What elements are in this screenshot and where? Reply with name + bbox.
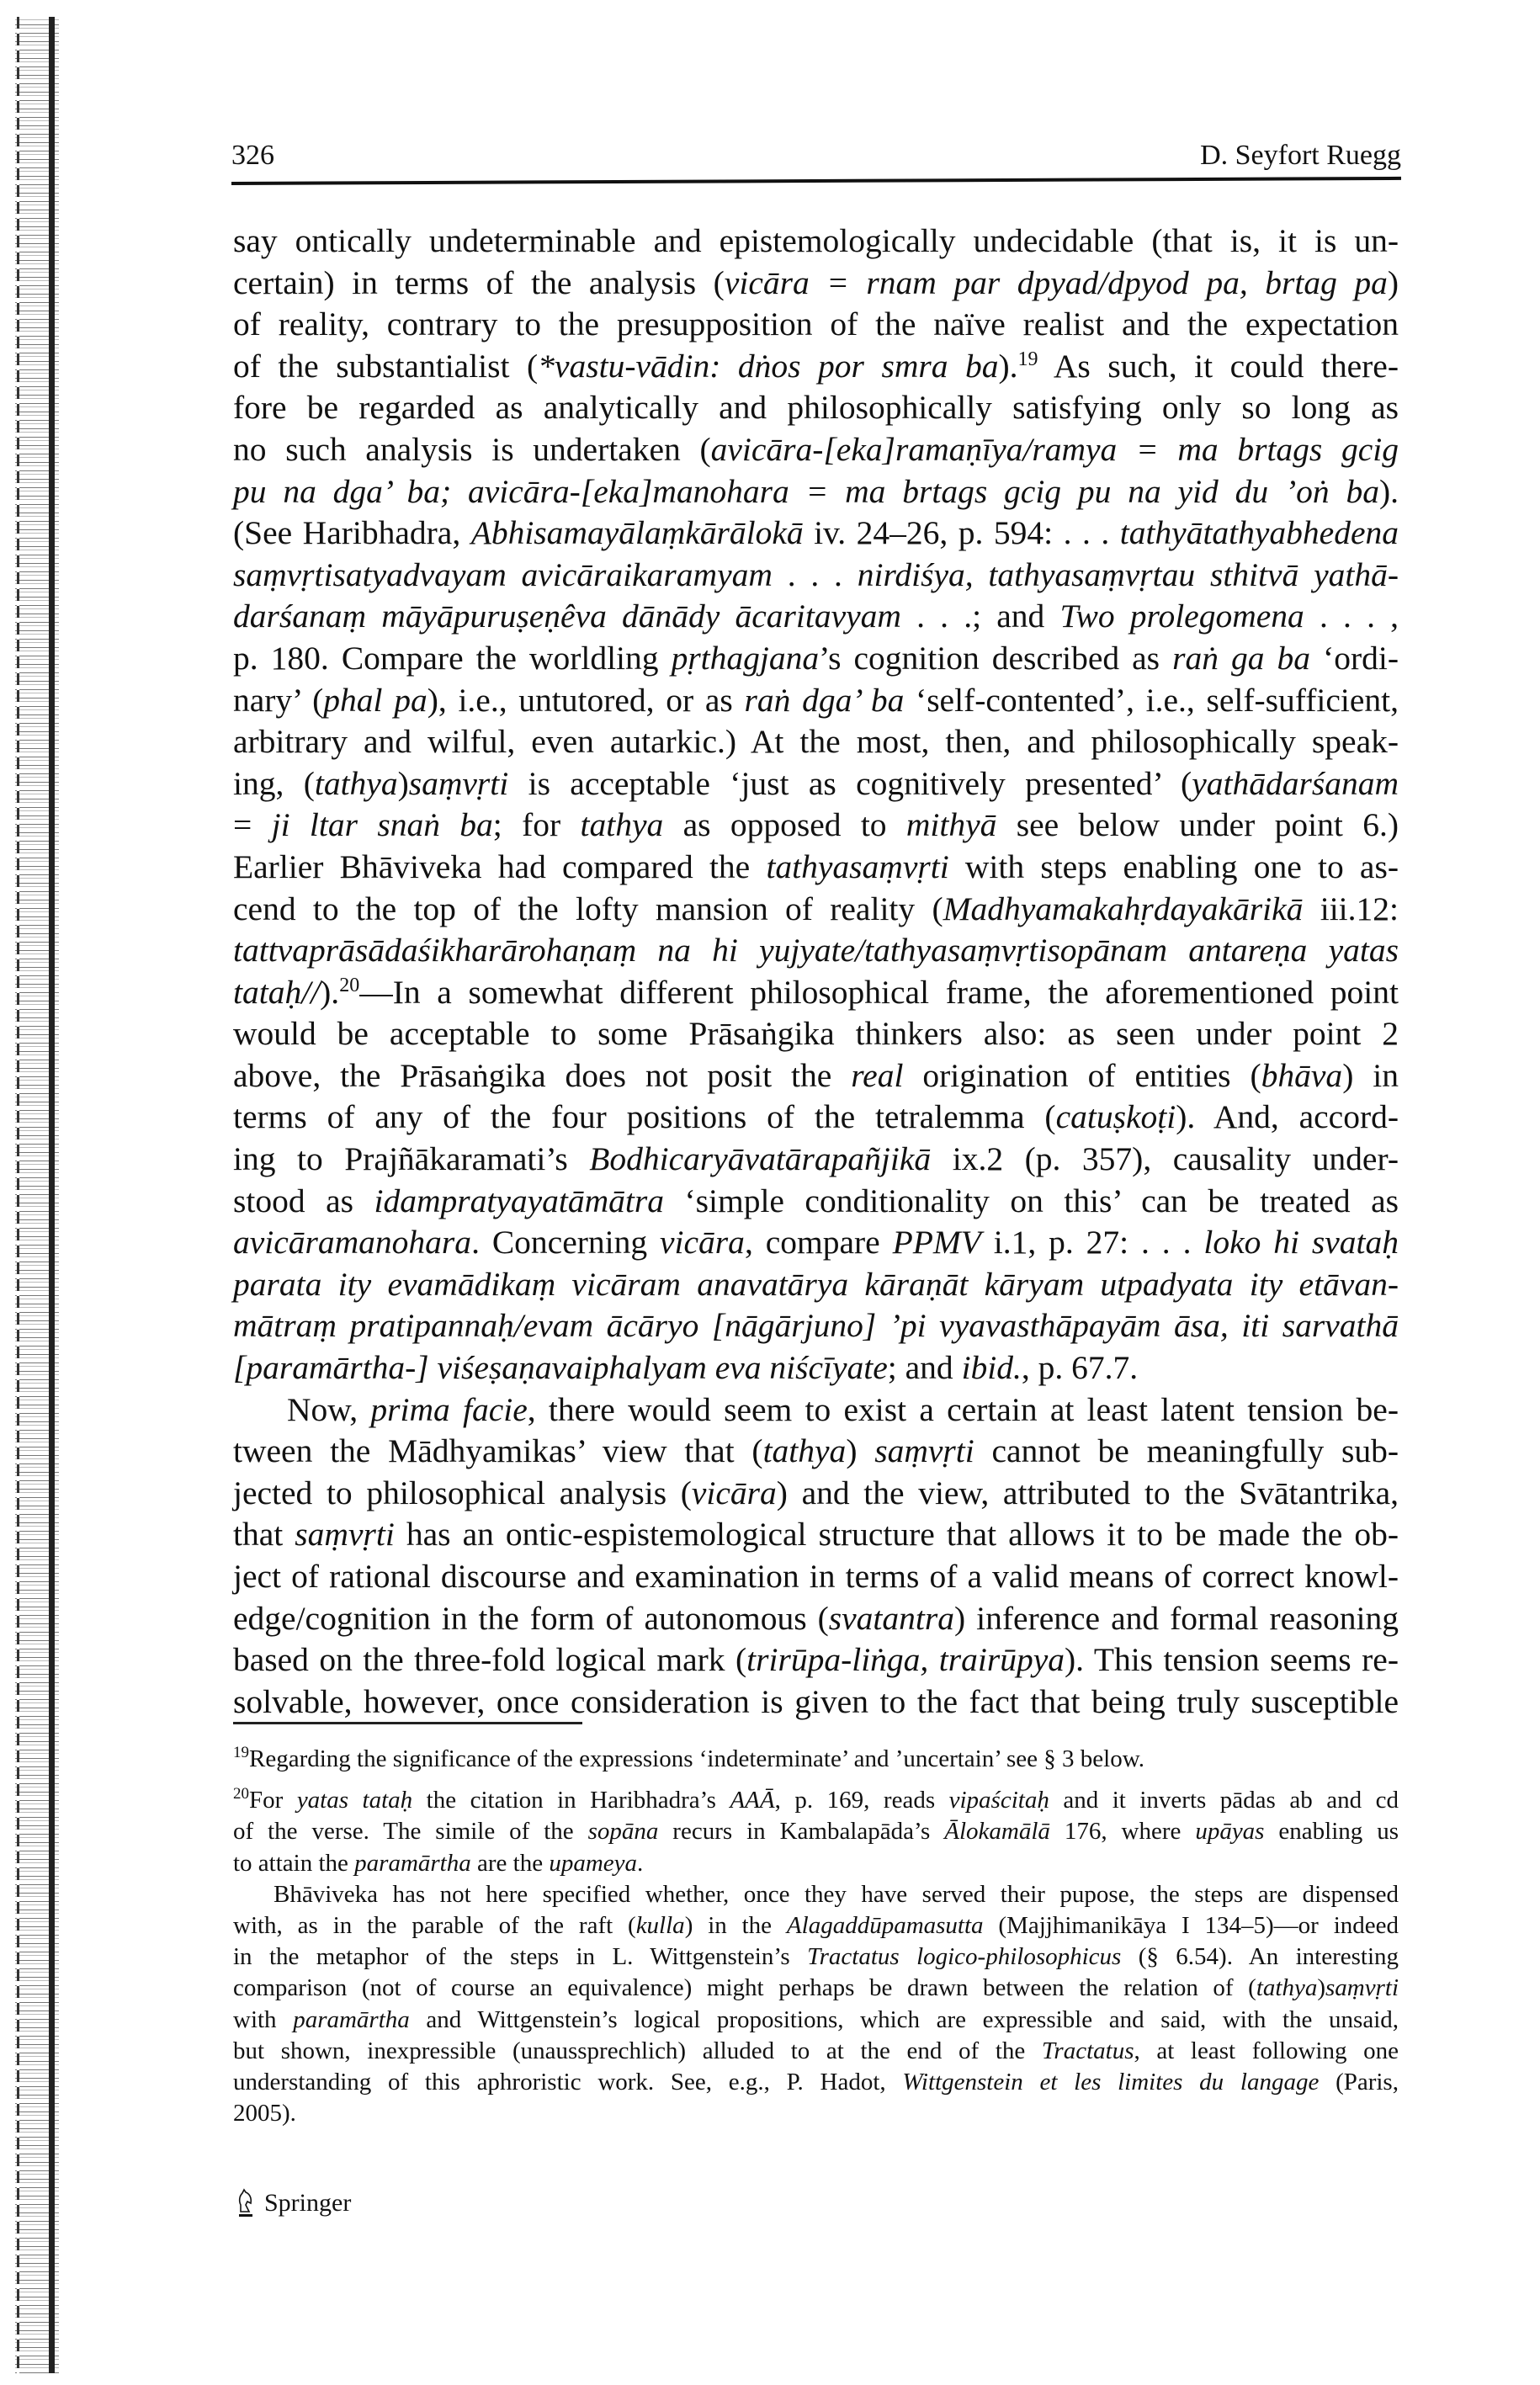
text-run: ) [1317,1974,1325,2002]
text-run: For [249,1787,297,1814]
text-line [233,1139,1399,1181]
text-run: , p. 169, reads [774,1787,949,1814]
italic-term: upameya [549,1849,638,1877]
italic-term: Two prolegomena [1059,598,1304,635]
italic-term: saṃvṛti [1325,1974,1399,2002]
text-run: ), i.e., untutored, or as [427,681,745,719]
text-line [233,1347,1399,1389]
text-run: ). And, accord- [1176,1098,1399,1136]
text-run: , compare [744,1224,893,1262]
italic-term: raṅ ga ba [1172,639,1311,677]
text-run: ) and the view, attributed to the Svātantrika, [776,1474,1399,1511]
italic-term: *vastu-vādin: dṅos por smra ba [538,347,999,385]
text-run: , there would seem to exist a certain at least latent tension be- [527,1390,1399,1428]
italic-term: [paramārtha-] viśeṣaṇavaiphalyam eva niścīyate [233,1349,888,1387]
text-run: with [233,2005,294,2033]
text-run: arbitrary and wilful, even autarkic.) At the most, then, and philosophically speak- [233,723,1399,761]
text-line [233,387,1399,429]
footnote-ref: 20 [339,974,360,996]
text-line [233,263,1399,305]
text-run: comparison (not of course an equivalence) might perhaps be drawn between the relation of ( [233,1974,1256,2002]
italic-term: saṃvṛti [295,1516,395,1554]
text-line [233,763,1399,805]
italic-term: Wittgenstein et les limites du langage [902,2068,1320,2096]
text-run: of reality, contrary to the presupposition of the naïve realist and the expectation [233,305,1399,343]
text-run: in the metaphor of the steps in L. Wittgenstein’s [233,1943,808,1971]
text-run: ) [1387,263,1399,301]
text-run: understanding of this aphroristic work. See, e.g., P. Hadot, [233,2068,903,2096]
footnote-line [233,1973,1399,2004]
italic-term: Alagaddūpamasutta [786,1911,984,1939]
italic-term: vicāra [660,1224,745,1262]
footnote-line [233,1879,1399,1910]
scan-binding-margin [15,17,59,2373]
italic-term: pṛthagjana [671,639,820,677]
italic-term: kulla [635,1911,685,1939]
text-run: certain) in terms of the analysis ( [233,263,725,301]
text-run: as opposed to [663,806,906,844]
text-line [233,346,1399,388]
text-run: 2005). [233,2100,296,2127]
text-run: see below under point 6.) [996,806,1399,844]
italic-term: phal pa [323,681,427,719]
main-text [233,220,1399,1723]
italic-term: Abhisamayālaṃkārālokā [470,514,804,552]
italic-term: ibid. [961,1349,1022,1387]
text-run: ). [1378,472,1399,510]
text-line [233,1305,1399,1347]
text-line [233,847,1399,889]
text-run: = [233,806,272,844]
italic-term: avicāramanohara [233,1224,472,1262]
text-run: ’s cognition described as [819,639,1173,677]
text-run: ; for [492,806,581,844]
text-line [233,805,1399,847]
footnote-line [233,1816,1399,1847]
text-run: is acceptable ‘just as cognitively presented’ ( [508,764,1192,802]
text-run: Now, [287,1390,371,1428]
italic-term: ji ltar snaṅ ba [271,806,493,844]
italic-term: sopāna [587,1818,659,1846]
footnote-line [233,2036,1399,2067]
text-line [233,1681,1399,1724]
footnote-ref: 19 [233,1744,249,1761]
italic-term: Madhyamakahṛdayakārikā [943,890,1304,927]
text-line [233,889,1399,931]
footnote-line [233,1941,1399,1973]
italic-term: tathyasaṃvṛti [766,847,949,885]
text-run: say ontically undeterminable and epistemologically undecidable (that is, it is un- [233,222,1399,259]
text-run: fore be regarded as analytically and philosophically satisfying only so long as [233,389,1399,427]
italic-term: saṃvṛti [408,764,509,802]
text-run: (Paris, [1319,2068,1399,2096]
text-run: terms of any of the four positions of the tetralemma ( [233,1098,1056,1136]
text-run: , at least following one [1134,2037,1399,2064]
footnote-ref: 20 [233,1785,249,1803]
text-line [233,1431,1399,1473]
text-run: that [233,1516,295,1554]
footnote-ref: 19 [1017,348,1038,370]
text-run: As such, it could there- [1038,347,1399,385]
text-run: (Majjhimanikāya I 134–5)—or indeed [983,1911,1399,1939]
italic-term: tathya [762,1432,847,1470]
text-line [233,513,1399,555]
text-run: of the verse. The simile of the [233,1818,588,1846]
running-head [231,133,1401,172]
text-line [233,1389,1399,1432]
text-run: ) in [1342,1056,1399,1094]
text-run: recurs in Kambalapāda’s [658,1818,945,1846]
text-run: Regarding the significance of the expressions ‘indeterminate’ and ’uncertain’ see § 3 below. [249,1745,1145,1772]
text-run: —In a somewhat different philosophical frame, the aforementioned point [359,973,1399,1011]
text-run: ing to Prajñākaramati’s [233,1140,590,1178]
text-run: ) [846,1432,875,1470]
text-run: jected to philosophical analysis ( [233,1474,692,1511]
italic-term: tathya [314,764,398,802]
text-run: p. 180. Compare the worldling [233,639,672,677]
text-run: based on the three-fold logical mark ( [233,1641,747,1679]
text-run: and it inverts pādas ab and cd [1049,1787,1399,1814]
italic-term: PPMV [892,1224,981,1262]
footnote-rule [233,1722,582,1724]
text-line [233,220,1399,263]
text-run: (See Haribhadra, [233,514,471,552]
italic-term: idampratyayatāmātra [374,1182,664,1219]
running-head-author: D. Seyfort Ruegg [1200,140,1401,171]
text-run: , p. 67.7. [1021,1349,1139,1387]
text-run: origination of entities ( [903,1056,1261,1094]
text-run: edge/cognition in the form of autonomous ( [233,1599,829,1637]
text-run: nary’ ( [233,681,324,719]
italic-term: saṃvṛti [874,1432,974,1470]
italic-term: mātraṃ pratipannaḥ/evam ācāryo [nāgārjuno] ’pi vyavasthāpayām āsa, iti sarvathā [233,1307,1399,1345]
text-run: with steps enabling one to as- [948,847,1399,885]
italic-term: tathya [580,806,664,844]
text-run: and Wittgenstein’s logical propositions, which are expressible and said, with the unsaid, [409,2005,1399,2033]
text-run: of the substantialist ( [233,347,539,385]
footnote-line [233,1785,1399,1816]
italic-term: real [851,1056,904,1094]
text-line [233,596,1399,638]
text-line [233,680,1399,722]
italic-term: tataḥ// [233,973,321,1011]
footnote-line [233,2005,1399,2036]
page-number: 326 [231,140,274,171]
text-run: iii.12: [1303,890,1399,927]
italic-term: saṃvṛtisatyadvayam avicāraikaramyam [233,555,773,593]
text-run: ject of rational discourse and examination in terms of a valid means of correct knowl- [233,1558,1399,1595]
italic-term: upāyas [1195,1818,1265,1846]
footnote-line [233,2098,1399,2129]
text-line [233,721,1399,763]
text-line [233,1013,1399,1055]
text-run: would be acceptable to some Prāsaṅgika thinkers also: as seen under point 2 [233,1015,1399,1053]
italic-term: yatas tataḥ [296,1787,413,1814]
text-run: i.1, p. 27: . . . [980,1224,1204,1262]
text-run: ix.2 (p. 357), causality under- [931,1140,1399,1178]
italic-term: nirdiśya, tathyasaṃvṛtau sthitvā yathā- [857,555,1399,593]
text-run: cannot be meaningfully sub- [974,1432,1399,1470]
text-line [233,1097,1399,1139]
italic-term: raṅ dga’ ba [744,681,905,719]
text-run: enabling us [1264,1818,1399,1846]
text-line [233,304,1399,346]
text-run: ) [397,764,409,802]
text-run: . [637,1849,644,1877]
text-run: 176, where [1049,1818,1196,1846]
text-run: ‘self-contented’, i.e., self-sufficient, [904,681,1399,719]
publisher-name: Springer [264,2189,352,2217]
header-rule [231,177,1401,185]
italic-term: vicāra = rnam par dpyad/dpyod pa, brtag pa [724,263,1388,301]
text-line [233,1473,1399,1515]
text-run: with, as in the parable of the raft ( [233,1911,636,1939]
italic-term: svatantra [828,1599,954,1637]
italic-term: avicāra-[eka]ramaṇīya/ramya = ma brtags gcig [710,430,1399,468]
text-line [233,429,1399,471]
italic-term: vipaścitaḥ [948,1787,1049,1814]
text-line [233,638,1399,680]
italic-term: Ālokamālā [944,1818,1050,1846]
text-run: . . .; and [900,598,1060,635]
text-run: ). [998,347,1018,385]
text-run: the citation in Haribhadra’s [412,1787,730,1814]
text-run: stood as [233,1182,374,1219]
text-run: are the [470,1849,550,1877]
italic-term: tathya [1256,1974,1318,2002]
text-run: Bhāviveka has not here specified whether, once they have served their pupose, the steps are dispensed [273,1880,1399,1908]
text-run: . . . [772,555,858,593]
text-line [233,930,1399,972]
text-run: ‘simple conditionality on this’ can be treated as [663,1182,1399,1219]
text-run: to attain the [233,1849,355,1877]
italic-term: bhāva [1261,1056,1343,1094]
italic-term: parata ity evamādikaṃ vicāram anavatārya kāraṇāt kāryam utpadyata ity etāvan- [233,1265,1399,1303]
italic-term: prima facie [370,1390,528,1428]
text-run: ) inference and formal reasoning [954,1599,1399,1637]
text-run: Earlier Bhāviveka had compared the [233,847,767,885]
text-run: cend to the top of the lofty mansion of reality ( [233,890,943,927]
text-run: has an ontic-espistemological structure that allows it to be made the ob- [394,1516,1399,1554]
text-run: ). This tension seems re- [1065,1641,1399,1679]
text-line [233,1639,1399,1681]
italic-term: catuṣkoṭi [1055,1098,1176,1136]
italic-term: vicāra [691,1474,777,1511]
italic-term: tathyātathyabhedena [1119,514,1399,552]
text-run: tween the Mādhyamikas’ view that ( [233,1432,763,1470]
text-run: no such analysis is undertaken ( [233,430,711,468]
italic-term: Tractatus logico-philosophicus [807,1943,1122,1971]
text-run: ing, ( [233,764,315,802]
text-line [233,1556,1399,1598]
springer-knight-icon [236,2186,256,2220]
italic-term: Tractatus [1041,2037,1134,2064]
text-run: above, the Prāsaṅgika does not posit the [233,1056,852,1094]
italic-term: tattvaprāsādaśikharārohaṇaṃ na hi yujyate/tathyasaṃvṛtisopānam antareṇa yatas [233,932,1399,969]
text-run: but shown, inexpressible (unaussprechlich) alluded to at the end of the [233,2037,1042,2064]
footnote-line [233,1848,1399,1879]
text-run: . Concerning [471,1224,661,1262]
text-run: ‘ordi- [1310,639,1399,677]
publisher-footer [236,2186,351,2220]
text-run: solvable, however, once consideration is given to the fact that being truly susceptible [233,1682,1399,1720]
text-line [233,1222,1399,1264]
text-line [233,1598,1399,1640]
text-line [233,555,1399,597]
text-line [233,1514,1399,1556]
text-line [233,1264,1399,1306]
text-run: ; and [887,1349,962,1387]
italic-term: mithyā [905,806,997,844]
text-line [233,972,1399,1014]
text-line [233,1055,1399,1097]
italic-term: pu na dga’ ba; avicāra-[eka]manohara = ma brtags gcig pu na yid du ’oṅ ba [233,472,1379,510]
text-line [233,471,1399,513]
footnote-line [233,1744,1399,1775]
footnotes [233,1744,1399,2129]
text-run: ). [320,973,340,1011]
italic-term: paramārtha [293,2005,410,2033]
italic-term: darśanaṃ māyāpuruṣeṇêva dānādy ācaritavyam [233,598,901,635]
text-line [233,1181,1399,1223]
italic-term: Bodhicaryāvatārapañjikā [589,1140,932,1178]
footnote-line [233,2067,1399,2098]
italic-term: trirūpa-liṅga, trairūpya [746,1641,1065,1679]
italic-term: paramārtha [354,1849,471,1877]
text-run: (§ 6.54). An interesting [1121,1943,1399,1971]
text-run: . . . , [1304,598,1399,635]
footnote-line [233,1910,1399,1941]
italic-term: AAĀ [730,1787,775,1814]
text-run: ) in the [684,1911,787,1939]
text-run: iv. 24–26, p. 594: . . . [803,514,1120,552]
italic-term: yathādarśanam [1192,764,1399,802]
italic-term: loko hi svataḥ [1203,1224,1399,1262]
